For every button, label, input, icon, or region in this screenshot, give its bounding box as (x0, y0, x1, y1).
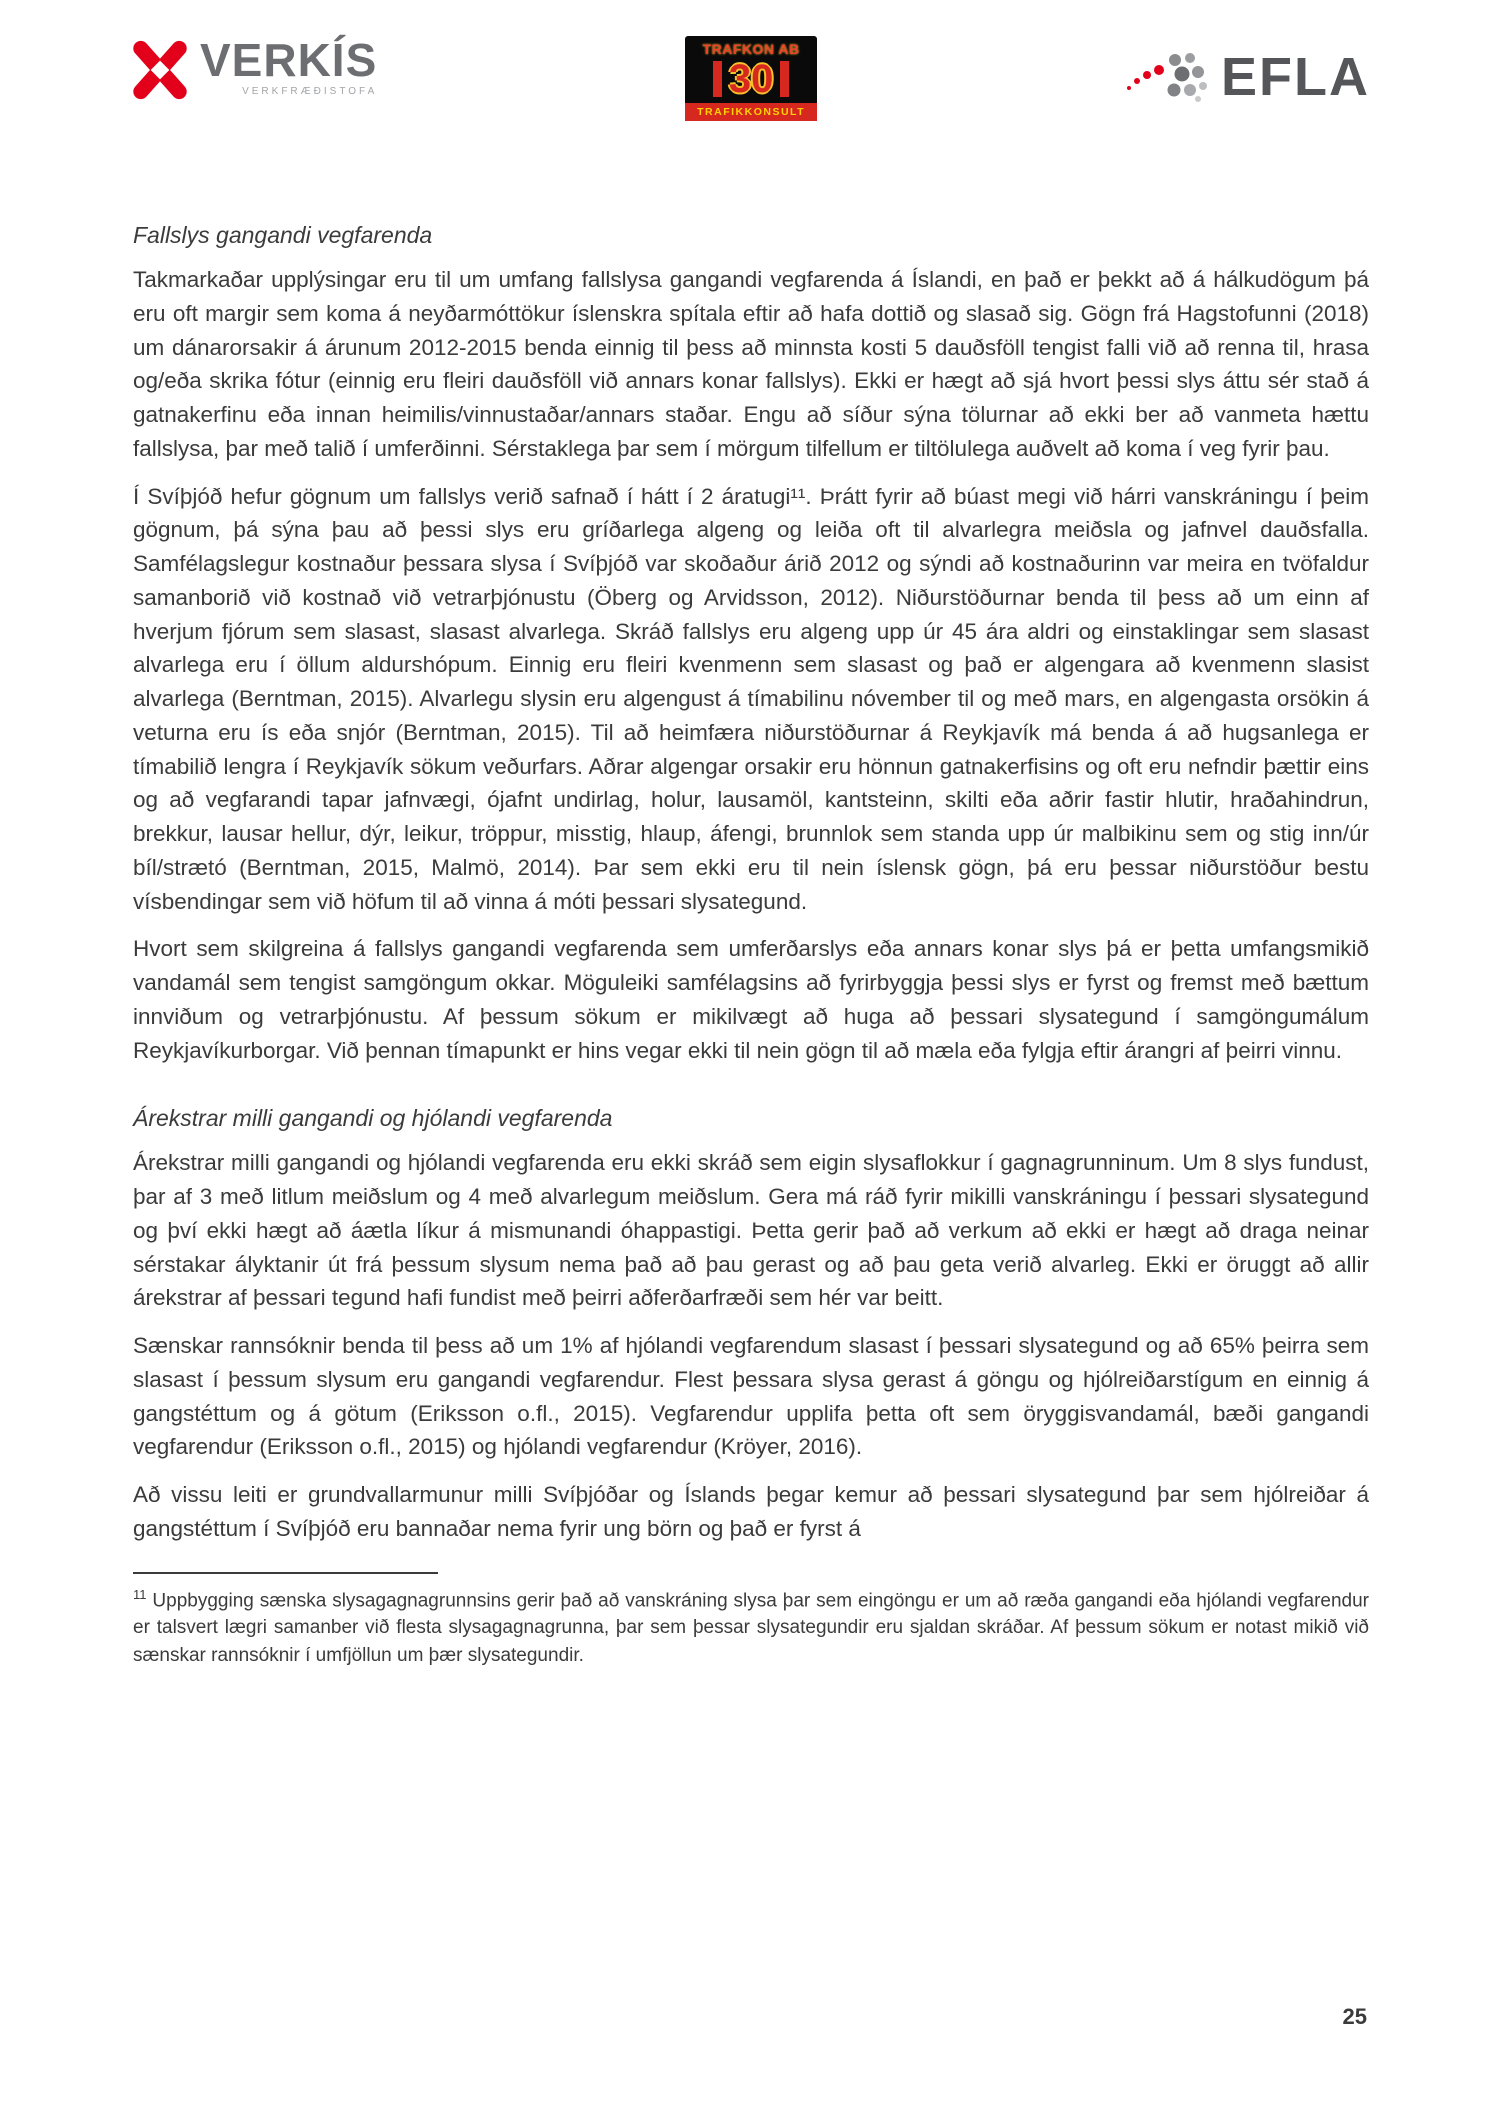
trafkon-subtitle: TRAFIKKONSULT (685, 103, 817, 121)
footnote-marker: 11 (133, 1586, 147, 1602)
body-paragraph: Hvort sem skilgreina á fallslys gangandi vegfarenda sem umferðarslys eða annars konar slys þá er þetta umfangsmikið vandamál sem tengist samgöngum okkar. Möguleiki samfélagsins að fyrirbyggja þessi slys er fyrst og fremst með bættum innviðum og vetrarþjónustu. Af þessum sökum er mikilvægt að huga að þessari slysategund í samgöngumálum Reykjavíkurborgar. Við þennan tímapunkt er hins vegar ekki til nein gögn til að mæla eða fylgja eftir árangri af þeirri vinnu. (133, 936, 1369, 1063)
document-body (133, 222, 1369, 1669)
body-paragraph: Í Svíþjóð hefur gögnum um fallslys verið safnað í hátt í 2 áratugi¹¹. Þrátt fyrir að búast megi við hárri vanskráningu í þeim gögnum, þá sýna þau að þessi slys eru gríðarlega algeng og leiða oft til alvarlegra meiðsla og jafnvel dauðsfalla. Samfélagslegur kostnaður þessara slysa í Svíþjóð var skoðaður árið 2012 og sýndi að kostnaðurinn var meira en tvöfaldur samanborið við kostnað við vetrarþjónustu (Öberg og Arvidsson, 2012). Niðurstöðurnar benda til þess að um einn af hverjum fjórum sem slasast, slasast alvarlega. Skráð fallslys eru algeng upp úr 45 ára aldri og einstaklingar sem slasast alvarlega eru í öllum aldurshópum. Einnig eru fleiri kvenmenn sem slasast og það er algengara að kvenmenn slasist alvarlega (Berntman, 2015). Alvarlegu slysin eru algengust á tímabilinu nóvember til og með mars, en algengasta orsökin á veturna eru ís eða snjór (Berntman, 2015). Til að heimfæra niðurstöðurnar á Reykjavík má benda á að hugsanlega er tímabilið lengra í Reykjavík sökum veðurfars. Aðrar algengar orsakir eru hönnun gatnakerfisins og oft eru nefndir þættir eins og að vegfarandi tapar jafnvægi, ójafnt undirlag, holur, lausamöl, kantsteinn, skilti eða aðrir fastir hlutir, hraðahindrun, brekkur, lausar hellur, dýr, leikur, tröppur, misstig, hlaup, áfengi, brunnlok sem standa upp úr malbikinu sem og stig inn/úr bíl/strætó (Berntman, 2015, Malmö, 2014). Þar sem ekki eru til nein íslensk gögn, þá eru þessar niðurstöður bestu vísbendingar sem við höfum til að vinna á móti þessari slysategund. (133, 483, 1369, 914)
body-paragraph: Árekstrar milli gangandi og hjólandi vegfarenda eru ekki skráð sem eigin slysaflokkur í gagnagrunninum. Um 8 slys fundust, þar af 3 með litlum meiðslum og 4 með alvarlegum meiðslum. Gera má ráð fyrir mikilli vanskráningu í þessari slysategund og því ekki hægt að áætla líkur á mismunandi óhappastigi. Þetta gerir það að verkum að ekki er hægt að draga neinar sérstakar ályktanir út frá þessum slysum nema það að þau gerast og að þau geta verið alvarleg. Ekki er öruggt að allir árekstrar af þessari tegund hafi fundist með þeirri aðferðarfræði sem hér var beitt. (133, 1150, 1369, 1311)
efla-dots-icon (1125, 46, 1213, 108)
verkis-wordmark (200, 36, 377, 97)
efla-name: EFLA (1220, 47, 1370, 107)
footnote-separator (133, 1572, 438, 1574)
section-heading-fallslys: Fallslys gangandi vegfarenda (133, 222, 433, 248)
trafkon-left-bar-icon (713, 61, 722, 97)
verkis-subtitle: VERKFRÆÐISTOFA (242, 86, 378, 98)
body-paragraph: Sænskar rannsóknir benda til þess að um 1% af hjólandi vegfarendum slasast í þessari slysategund og að 65% þeirra sem slasast í þessum slysum eru gangandi vegfarendur. Flest þessara slysa gerast á göngu og hjólreiðarstígum en einnig á gangstéttum og á götum (Eriksson o.fl., 2015). Vegfarendur upplifa þetta oft sem öryggisvandamál, bæði gangandi vegfarendur (Eriksson o.fl., 2015) og hjólandi vegfarendur (Kröyer, 2016). (133, 1333, 1369, 1460)
section-heading-arekstrar: Árekstrar milli gangandi og hjólandi vegfarenda (133, 1105, 613, 1132)
page-number: 25 (1342, 2004, 1367, 2029)
trafkon-right-bar-icon (780, 61, 789, 97)
verkis-logo (130, 36, 377, 100)
trafkon-30-badge: 30 (728, 57, 774, 101)
footnote-body: Uppbygging sænska slysagagnagrunnsins gerir það að vanskráning slysa þar sem eingöngu er um að ræða gangandi eða hjólandi vegfarendur er talsvert lægri samanber við flesta slysagagnagrunna, þar sem þessar slysategundir eru sjaldan skráðar. Af þessum sökum er notast mikið við sænskar rannsóknir í umfjöllun um þær slysategundir. (133, 1589, 1370, 1666)
trafkon-title: TRAFKON AB (702, 41, 800, 57)
efla-logo (1125, 46, 1370, 108)
verkis-x-icon (130, 40, 190, 100)
verkis-name: VERKÍS (200, 34, 378, 86)
trafkon-emblem (692, 59, 810, 99)
body-paragraph: Takmarkaðar upplýsingar eru til um umfang fallslysa gangandi vegfarenda á Íslandi, en það er þekkt að á hálkudögum þá eru oft margir sem koma á neyðarmóttökur íslenskra spítala eftir að hafa dottið og slasað sig. Gögn frá Hagstofunni (2018) um dánarorsakir á árunum 2012-2015 benda einnig til þess að minnsta kosti 5 dauðsföll tengist falli við að renna til, hrasa og/eða skrika fótur (einnig eru fleiri dauðsföll við annars konar fallslys). Ekki er hægt að sjá hvort þessi slys áttu sér stað á gatnakerfinu eða innan heimilis/vinnustaðar/annars staðar. Engu að síður sýna tölurnar að ekki ber að vanmeta hættu fallslysa, þar með talið í umferðinni. Sérstaklega þar sem í mörgum tilfellum er tiltölulega auðvelt að koma í veg fyrir þau. (133, 267, 1369, 461)
trafkon-logo (685, 36, 817, 121)
footnote-text (133, 1586, 1369, 1670)
page-header (130, 36, 1370, 132)
footnote-area (133, 1572, 1369, 1670)
body-paragraph: Að vissu leiti er grundvallarmunur milli Svíþjóðar og Íslands þegar kemur að þessari slysategund þar sem hjólreiðar á gangstéttum í Svíþjóð eru bannaðar nema fyrir ung börn og það er fyrst á (133, 1482, 1369, 1541)
